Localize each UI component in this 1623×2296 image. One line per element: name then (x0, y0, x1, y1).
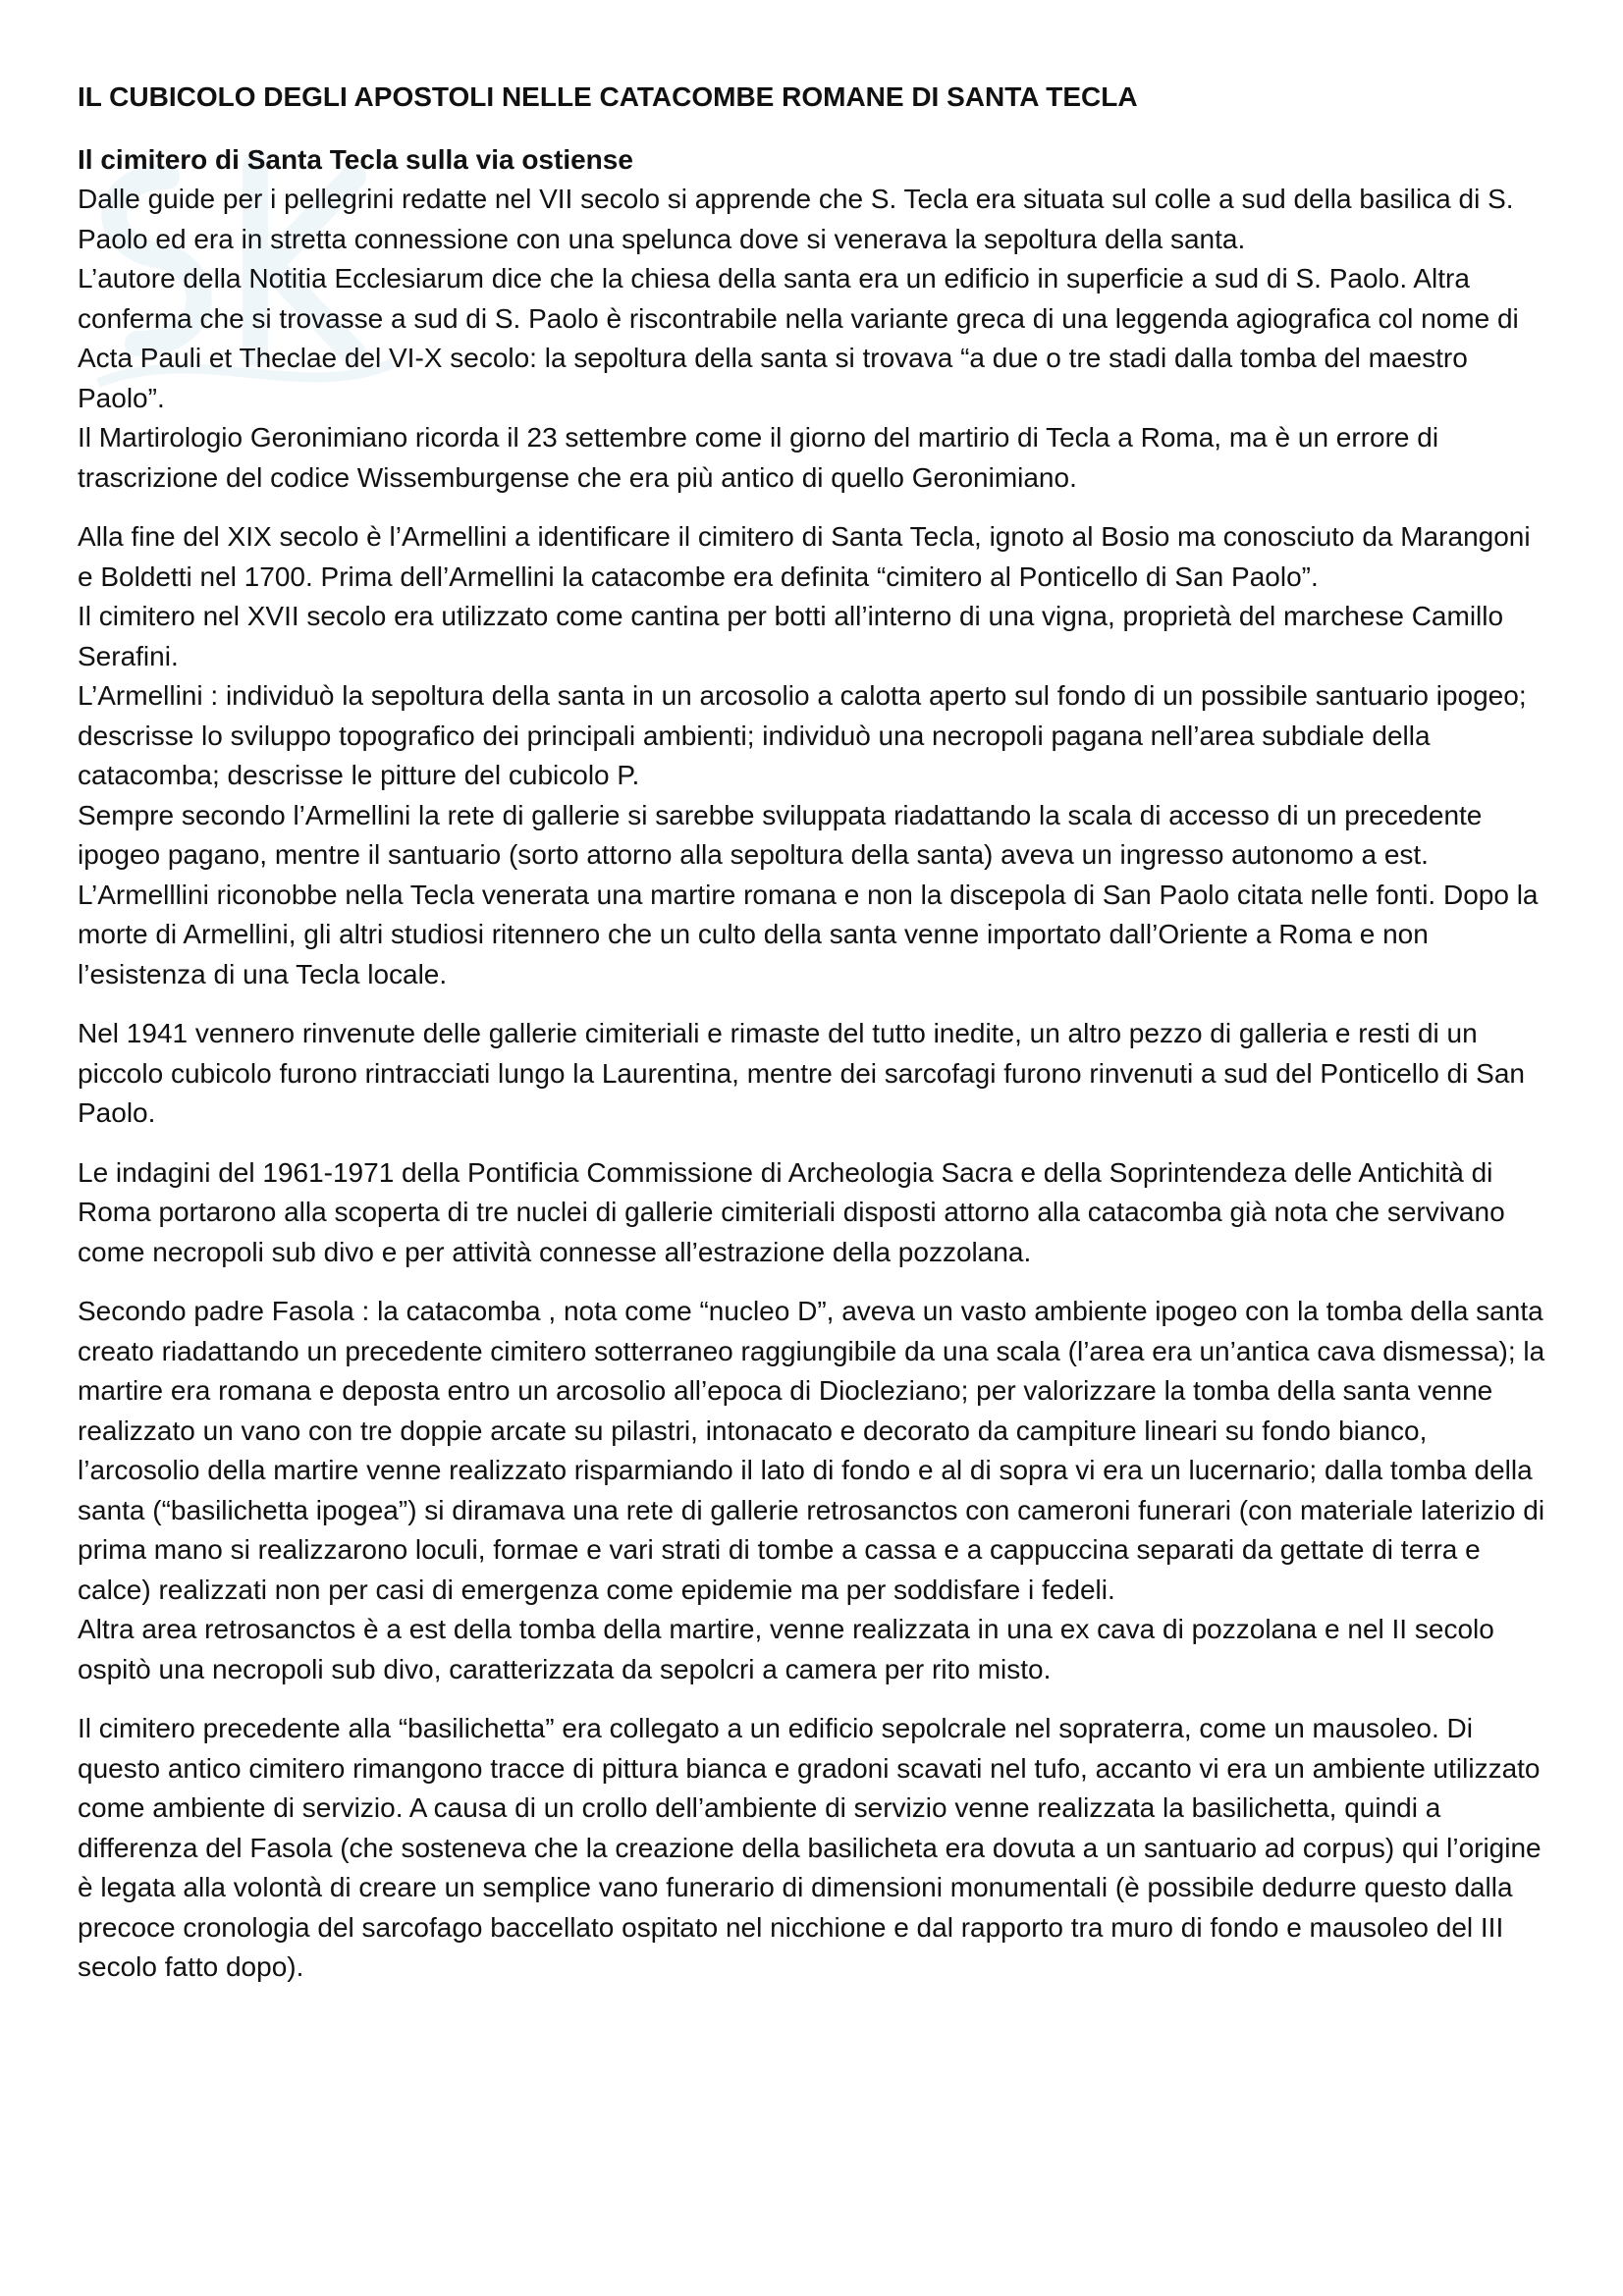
section-heading: Il cimitero di Santa Tecla sulla via ostiense (78, 144, 633, 175)
paragraph: Il cimitero precedente alla “basilichetta” era collegato a un edificio sepolcrale nel sopraterra, come un mausoleo. Di questo antico cimitero rimangono tracce di pittura bianca e gradoni scavati nel tufo, accanto vi era un ambiente utilizzato come ambiente di servizio. A causa di un crollo dell’ambiente di servizio venne realizzata la basilichetta, quindi a differenza del Fasola (che sosteneva che la creazione della basilicheta era dovuta a un santuario ad corpus) qui l’origine è legata alla volontà di creare un semplice vano funerario di dimensioni monumentali (è possibile dedurre questo dalla precoce cronologia del sarcofago baccellato ospitato nel nicchione e dal rapporto tra muro di fondo e mausoleo del III secolo fatto dopo). (78, 1713, 1542, 1982)
paragraph-block-2 (78, 517, 1550, 994)
paragraph: Dalle guide per i pellegrini redatte nel VII secolo si apprende che S. Tecla era situata sul colle a sud della basilica di S. Paolo ed era in stretta connessione con una spelunca dove si venerava la sepoltura della santa. (78, 184, 1514, 254)
paragraph: Il cimitero nel XVII secolo era utilizzato come cantina per botti all’interno di una vigna, proprietà del marchese Camillo Serafini. (78, 601, 1504, 671)
document-title: IL CUBICOLO DEGLI APOSTOLI NELLE CATACOMBE ROMANE DI SANTA TECLA (78, 81, 1138, 112)
paragraph-block-5 (78, 1292, 1550, 1689)
paragraph: L’autore della Notitia Ecclesiarum dice che la chiesa della santa era un edificio in superficie a sud di S. Paolo. Altra conferma che si trovasse a sud di S. Paolo è riscontrabile nella variante greca di una leggenda agiografica col nome di Acta Pauli et Theclae del VI-X secolo: la sepoltura della santa si trovava “a due o tre stadi dalla tomba del maestro Paolo”. (78, 263, 1519, 413)
paragraph-block-1 (78, 180, 1550, 498)
paragraph: Le indagini del 1961-1971 della Pontificia Commissione di Archeologia Sacra e della Soprintendeza delle Antichità di Roma portarono alla scoperta di tre nuclei di gallerie cimiteriali disposti attorno alla catacomba già nota che servivano come necropoli sub divo e per attività connesse all’estrazione della pozzolana. (78, 1156, 1505, 1267)
paragraph: Nel 1941 vennero rinvenute delle gallerie cimiteriali e rimaste del tutto inedite, un altro pezzo di galleria e resti di un piccolo cubicolo furono rintracciati lungo la Laurentina, mentre dei sarcofagi furono rinvenuti a sud del Ponticello di San Paolo. (78, 1018, 1525, 1128)
paragraph: L’Armelllini riconobbe nella Tecla venerata una martire romana e non la discepola di San Paolo citata nelle fonti. Dopo la morte di Armellini, gli altri studiosi ritennero che un culto della santa venne importato dall’Oriente a Roma e non l’esistenza di una Tecla locale. (78, 879, 1539, 989)
paragraph: Il Martirologio Geronimiano ricorda il 23 settembre come il giorno del martirio di Tecla a Roma, ma è un errore di trascrizione del codice Wissemburgense che era più antico di quello Geronimiano. (78, 422, 1439, 493)
paragraph: L’Armellini : individuò la sepoltura della santa in un arcosolio a calotta aperto sul fondo di un possibile santuario ipogeo; descrisse lo sviluppo topografico dei principali ambienti; individuò una necropoli pagana nell’area subdiale della catacomba; descrisse le pitture del cubicolo P. (78, 680, 1527, 790)
document-page (78, 78, 1550, 2007)
paragraph-block-6 (78, 1709, 1550, 1988)
paragraph-block-4 (78, 1153, 1550, 1273)
paragraph: Alla fine del XIX secolo è l’Armellini a identificare il cimitero di Santa Tecla, ignoto al Bosio ma conosciuto da Marangoni e Boldetti nel 1700. Prima dell’Armellini la catacombe era definita “cimitero al Ponticello di San Paolo”. (78, 521, 1531, 592)
paragraph: Secondo padre Fasola : la catacomba , nota come “nucleo D”, aveva un vasto ambiente ipogeo con la tomba della santa creato riadattando un precedente cimitero sotterraneo raggiungibile da una scala (l’area era un’antica cava dismessa); la martire era romana e deposta entro un arcosolio all’epoca di Diocleziano; per valorizzare la tomba della santa venne realizzato un vano con tre doppie arcate su pilastri, intonacato e decorato da campiture lineari su fondo bianco, l’arcosolio della martire venne realizzato risparmiando il lato di fondo e al di sopra vi era un lucernario; dalla tomba della santa (“basilichetta ipogea”) si diramava una rete di gallerie retrosanctos con cameroni funerari (con materiale laterizio di prima mano si realizzarono loculi, formae e vari strati di tombe a cassa e a cappuccina separati da gettate di terra e calce) realizzati non per casi di emergenza come epidemie ma per soddisfare i fedeli. (78, 1296, 1545, 1605)
paragraph-block-3 (78, 1014, 1550, 1134)
paragraph: Altra area retrosanctos è a est della tomba della martire, venne realizzata in una ex cava di pozzolana e nel II secolo ospitò una necropoli sub divo, caratterizzata da sepolcri a camera per rito misto. (78, 1614, 1494, 1684)
paragraph: Sempre secondo l’Armellini la rete di gallerie si sarebbe sviluppata riadattando la scala di accesso di un precedente ipogeo pagano, mentre il santuario (sorto attorno alla sepoltura della santa) aveva un ingresso autonomo a est. (78, 799, 1483, 870)
